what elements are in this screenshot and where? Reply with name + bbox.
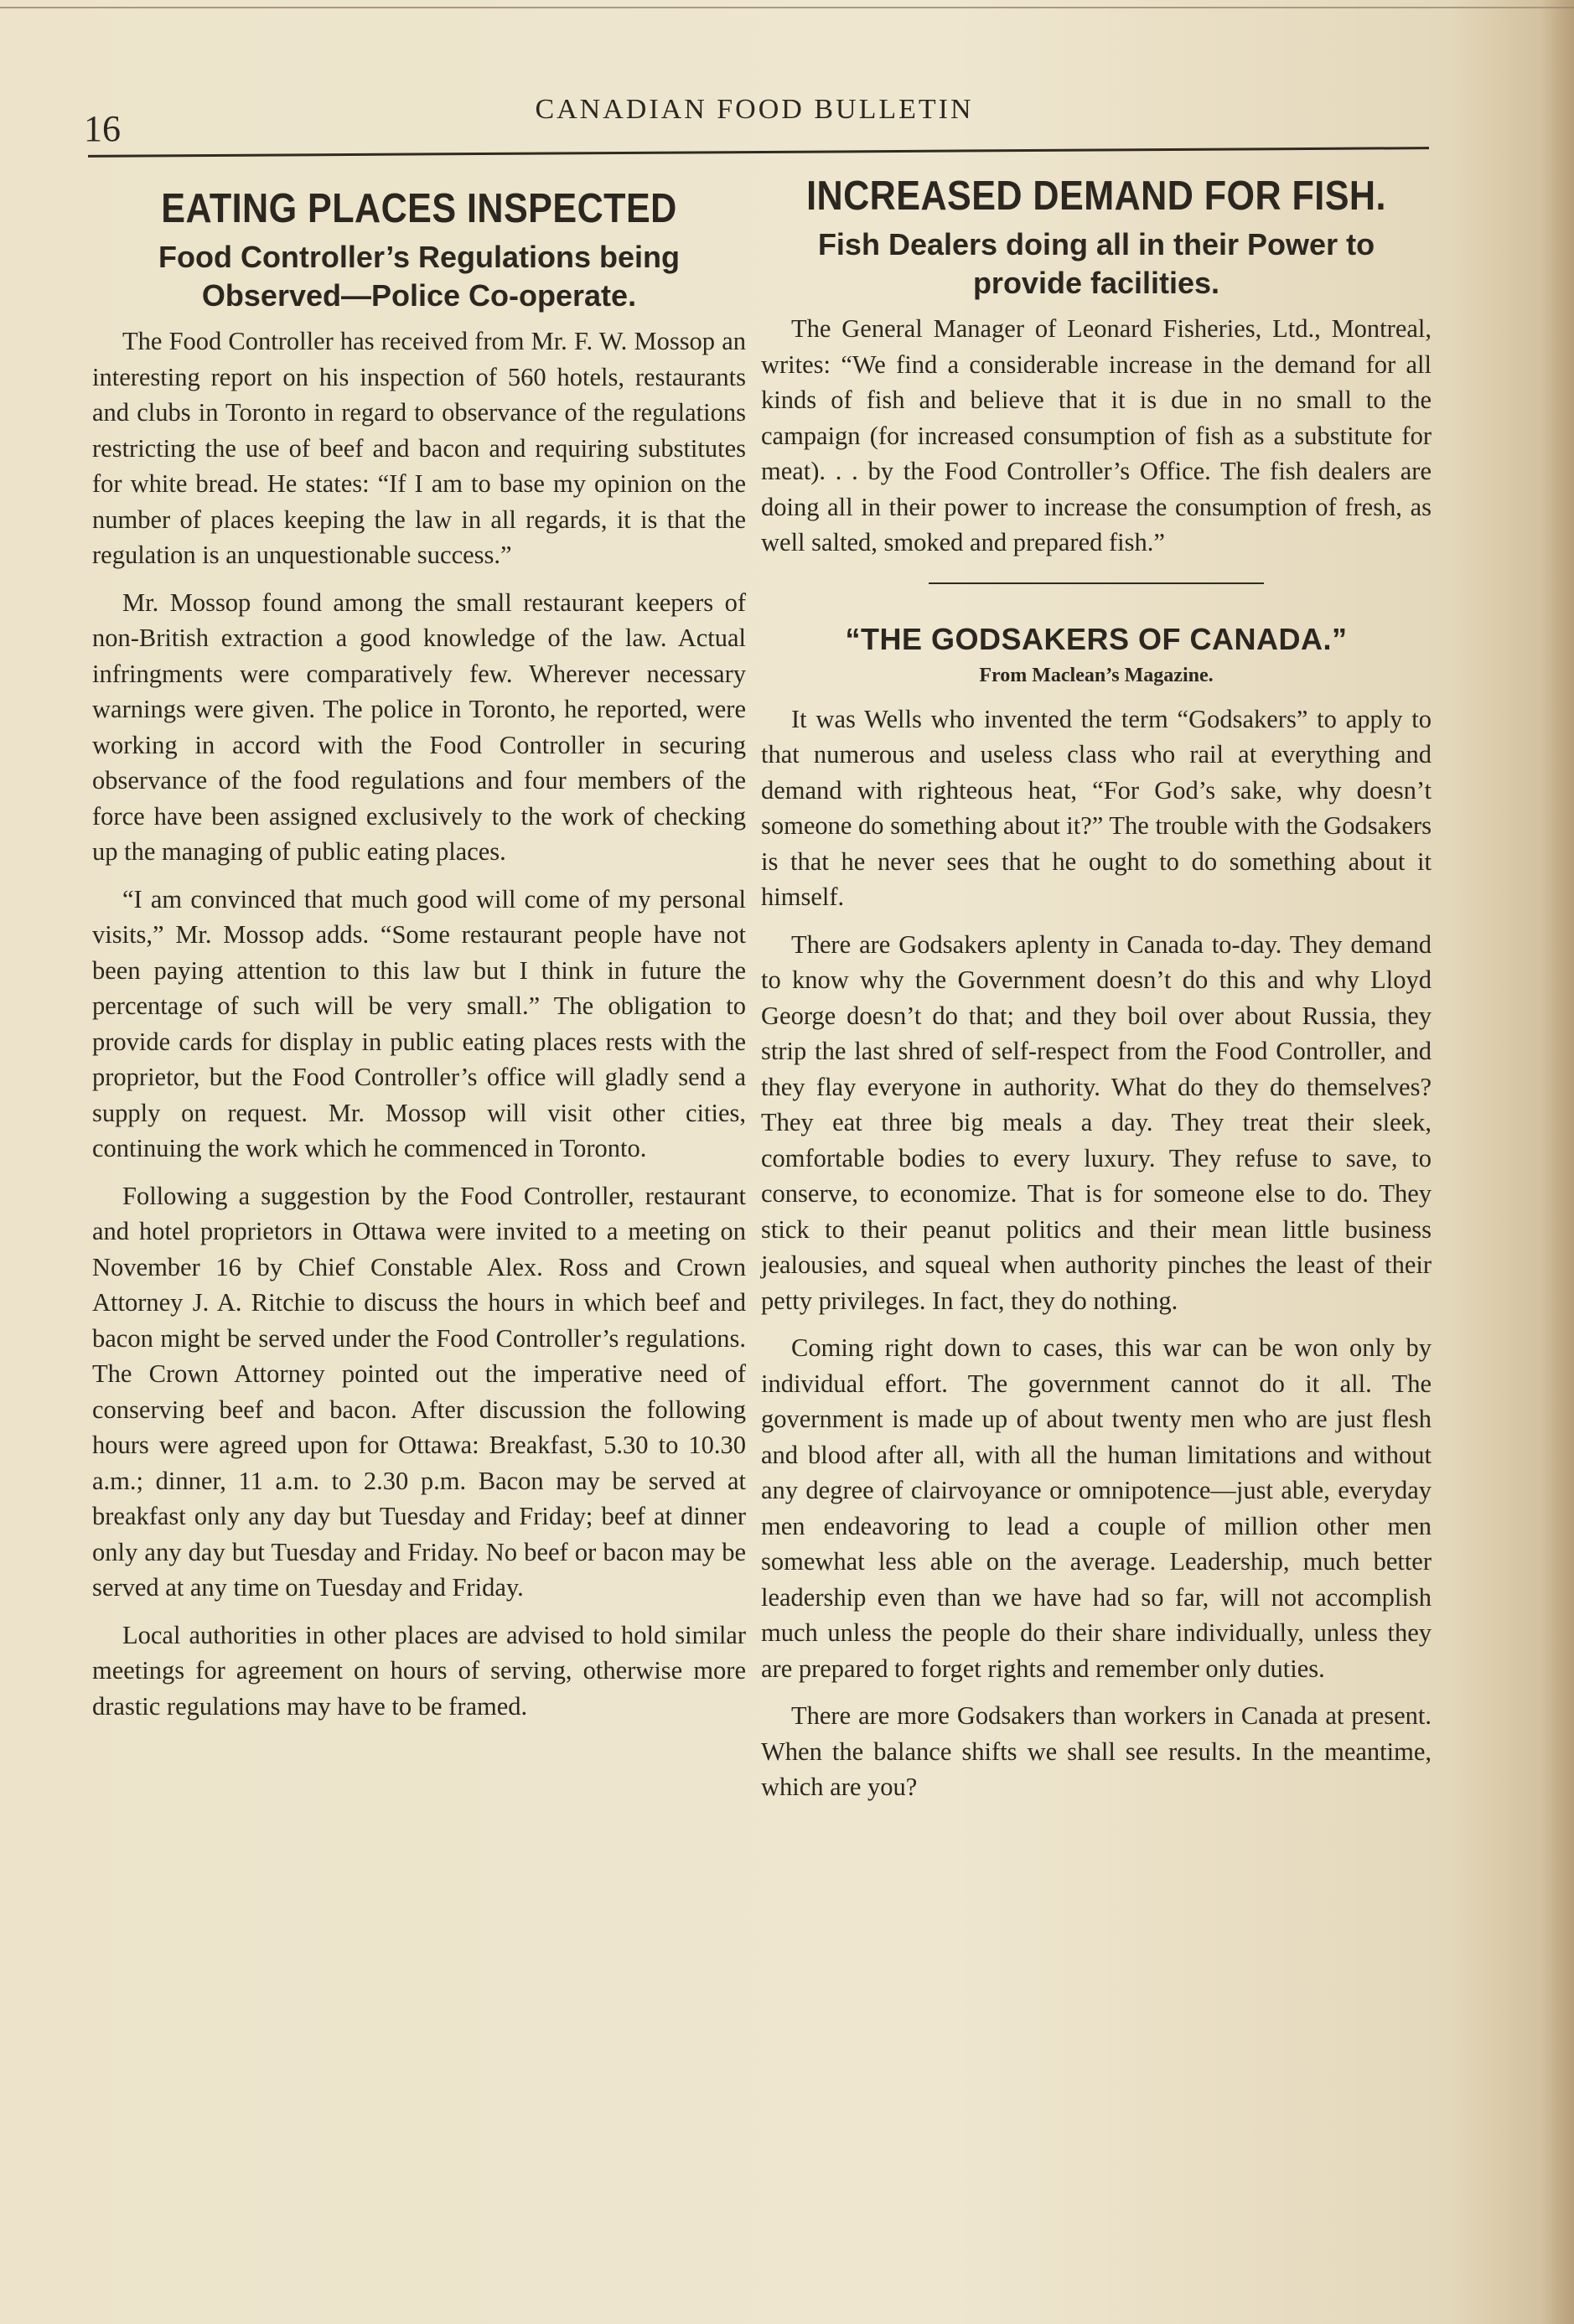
right-column (761, 172, 1432, 1817)
top-edge-line (0, 7, 1574, 8)
paragraph: Local authorities in other places are advised to hold similar meetings for agreement on hours of serving, otherwise more drastic regulations may have to be framed. (92, 1620, 746, 1721)
godsakers-article-title: “THE GODSAKERS OF CANADA.” (845, 621, 1348, 656)
paragraph: There are Godsakers aplenty in Canada to-day. They demand to know why the Government doesn’t do this and why Lloyd George doesn’t do that; and they boil over about Russia, they strip the last shred of self-respect from the Food Controller, and they flay everyone in authority. What do they do themselves? They eat three big meals a day. They treat their sleek, comfortable bodies to every luxury. They refuse to save, to conserve, to economize. That is for someone else to do. They stick to their peanut politics and their mean little business jealousies, and squeal when authority pinches the least of their petty privileges. In fact, they do nothing. (761, 929, 1432, 1315)
header-rule (88, 147, 1429, 158)
section-divider (929, 582, 1264, 584)
article-source: From Maclean’s Magazine. (979, 664, 1214, 686)
paragraph: The General Manager of Leonard Fisheries, Ltd., Montreal, writes: “We find a considerable increase in the demand for all kinds of fish and believe that it is due in no small to the campaign (for increased consumption of fish as a substitute for meat). . . by the Food Controller’s Office. The fish dealers are doing all in their power to increase the consumption of fresh, as well salted, smoked and prepared fish.” (761, 314, 1432, 556)
paragraph: Mr. Mossop found among the small restaurant keepers of non-British extraction a good knowledge of the law. Actual infringments were comparatively few. Wherever necessary warnings were given. The police in Toronto, he reported, were working in accord with the Food Controller in securing observance of the food regulations and four members of the force have been assigned exclusively to the work of checking up the managing of public eating places. (92, 587, 746, 866)
page-edge-shadow (1540, 0, 1574, 2324)
paragraph: Following a suggestion by the Food Controller, restaurant and hotel proprietors in Ottawa were invited to a meeting on November 16 by Chief Constable Alex. Ross and Crown Attorney J. A. Ritchie to discuss the hours in which beef and bacon might be served under the Food Controller’s regulations. The Crown Attorney pointed out the imperative need of conserving beef and bacon. After discussion the following hours were agreed upon for Ottawa: Breakfast, 5.30 to 10.30 a.m.; dinner, 11 a.m. to 2.30 p.m. Bacon may be served at breakfast only any day but Tuesday and Friday; beef at dinner only any day but Tuesday and Friday. No beef or bacon may be served at any time on Tuesday and Friday. (92, 1181, 746, 1602)
page-number: 16 (84, 108, 121, 149)
left-column (92, 184, 746, 1736)
fish-article-subheadline: Fish Dealers doing all in their Power to provide facilities. (817, 227, 1375, 300)
publication-title: CANADIAN FOOD BULLETIN (535, 94, 974, 125)
article-subheadline: Food Controller’s Regulations being Observed—Police Co-operate. (158, 240, 680, 313)
article-headline: EATING PLACES INSPECTED (161, 186, 677, 231)
paragraph: The Food Controller has received from Mr. F. W. Mossop an interesting report on his inspection of 560 hotels, restaurants and clubs in Toronto in regard to observance of the regulations restricting the use of beef and bacon and requiring substitutes for white bread. He states: “If I am to base my opinion on the number of places keeping the law in all regards, it is that the regulation is an unquestionable success.” (92, 327, 746, 569)
paragraph: It was Wells who invented the term “Godsakers” to apply to that numerous and useless class who rail at everything and demand with righteous heat, “For God’s sake, why doesn’t someone do something about it?” The trouble with the Godsakers is that he never sees that he ought to do something about it himself. (761, 704, 1432, 911)
paragraph: “I am convinced that much good will come of my personal visits,” Mr. Mossop adds. “Some restaurant people have not been paying attention to this law but I think in future the percentage of such will be very small.” The obligation to provide cards for display in public eating places rests with the proprietor, but the Food Controller’s office will gladly send a supply on request. Mr. Mossop will visit other cities, continuing the work which he commenced in Toronto. (92, 884, 746, 1162)
paragraph: Coming right down to cases, this war can be won only by individual effort. The government cannot do it all. The government is made up of about twenty men who are just flesh and blood after all, with all the human limitations and without any degree of clairvoyance or omnipotence—just able, everyday men endeavoring to lead a couple of million other men somewhat less able on the average. Leadership, much better leadership even than we have had so far, will not accomplish much unless the people do their share individually, unless they are prepared to forget rights and remember only duties. (761, 1333, 1432, 1683)
paragraph: There are more Godsakers than workers in Canada at present. When the balance shifts we shall see results. In the meantime, which are you? (761, 1701, 1432, 1801)
fish-article-headline: INCREASED DEMAND FOR FISH. (806, 173, 1386, 219)
